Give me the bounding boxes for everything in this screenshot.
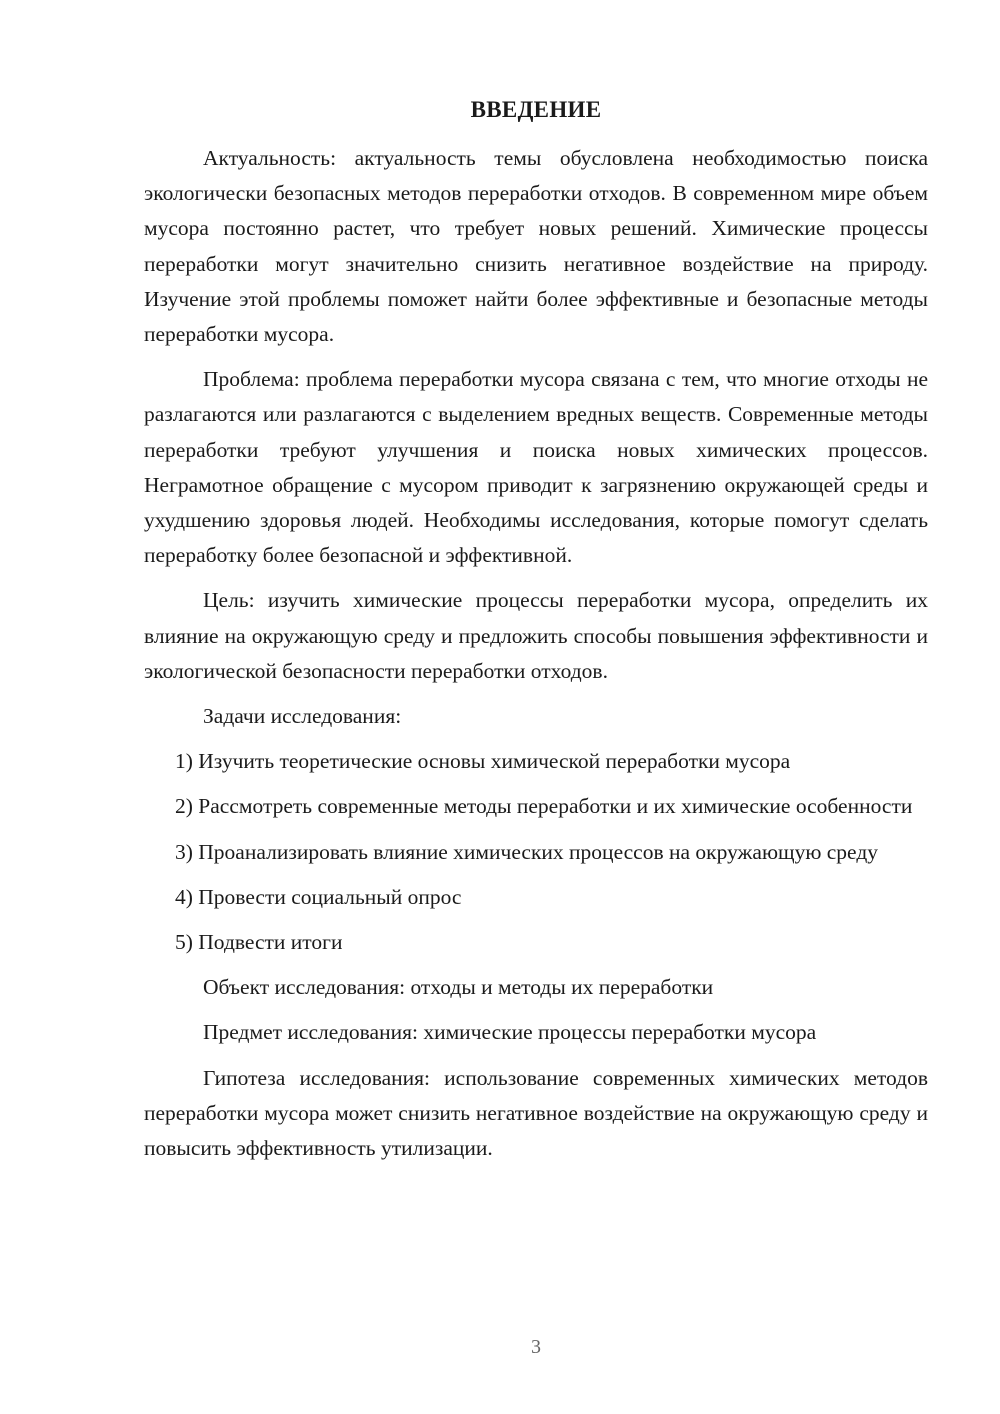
tasks-heading: Задачи исследования: [203, 704, 402, 729]
task-item-4: 4) Провести социальный опрос [175, 884, 462, 909]
task-item-1: 1) Изучить теоретические основы химической переработки мусора [175, 749, 791, 774]
research-hypothesis: Гипотеза исследования: использование современных химических методов переработки мусора может снизить негативное воздействие на окружающую среду и повысить эффективность утилизации. [144, 1065, 928, 1161]
task-item-2: 2) Рассмотреть современные методы переработки и их химические особенности [175, 794, 913, 819]
task-item-3: 3) Проанализировать влияние химических процессов на окружающую среду [175, 839, 879, 864]
page-number: 3 [531, 1336, 541, 1358]
research-subject: Предмет исследования: химические процессы переработки мусора [203, 1020, 817, 1045]
research-object: Объект исследования: отходы и методы их переработки [203, 975, 714, 1000]
task-item-5: 5) Подвести итоги [175, 930, 343, 955]
document-body [144, 141, 928, 1176]
page-title: ВВЕДЕНИЕ [470, 97, 602, 122]
problem-paragraph: Проблема: проблема переработки мусора связана с тем, что многие отходы не разлагаются или разлагаются с выделением вредных веществ. Современные методы переработки требуют улучшения и поиска новых химических процессов. Неграмотное обращение с мусором приводит к загрязнению окружающей среды и ухудшению здоровья людей. Необходимы исследования, которые помогут сделать переработку более безопасной и эффективной. [144, 367, 928, 568]
relevance-paragraph: Актуальность: актуальность темы обусловлена необходимостью поиска экологически безопасных методов переработки отходов. В современном мире объем мусора постоянно растет, что требует новых решений. Химические процессы переработки могут значительно снизить негативное воздействие на природу. Изучение этой проблемы поможет найти более эффективные и безопасные методы переработки мусора. [144, 146, 928, 347]
goal-paragraph: Цель: изучить химические процессы переработки мусора, определить их влияние на окружающую среду и предложить способы повышения эффективности и экологической безопасности переработки отходов. [144, 588, 928, 683]
